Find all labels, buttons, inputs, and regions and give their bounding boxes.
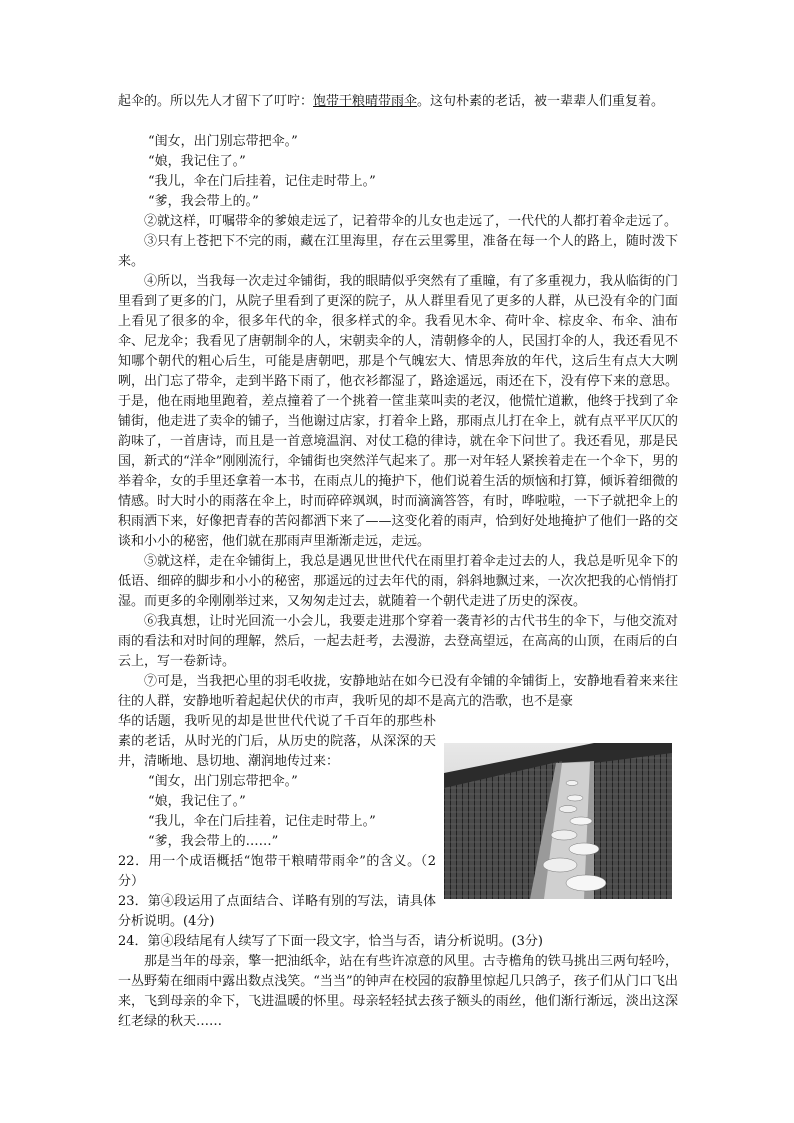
wrapped-column [118, 712, 436, 932]
dialog-line: “我儿，伞在门后挂着，记住走时带上。” [148, 814, 376, 829]
paragraph-2: ②就这样，叮嘱带伞的爹娘走远了，记着带伞的儿女也走远了，一代代的人都打着伞走远了。 [144, 214, 678, 229]
question-22: 22．用一个成语概括“饱带干粮晴带雨伞”的含义。（2分） [118, 854, 436, 889]
article-page [118, 92, 678, 1032]
intro-text: 起伞的。所以先人才留下了叮咛： [118, 94, 314, 109]
intro-text-end: 。这句朴素的老话，被一辈辈人们重复着。 [417, 94, 665, 109]
paragraph-3: ③只有上苍把下不完的雨，藏在江里海里，存在云里雾里，准备在每一个人的路上，随时泼下来。 [118, 234, 678, 269]
dialog-line: “爹，我会带上的……” [148, 834, 279, 849]
dialog-line: “娘，我记住了。” [148, 154, 246, 169]
question-24: 24．第④段结尾有人续写了下面一段文字，恰当与否，请分析说明。(3分) [118, 934, 543, 949]
paragraph-7-continued: 华的话题，我听见的却是世世代代说了千百年的那些朴素的老话，从时光的门后，从历史的院落，从深深的天井，清晰地、恳切地、潮润地传过来： [118, 714, 436, 769]
question-23: 23．第④段运用了点面结合、详略有别的写法，请具体分析说明。(4分) [118, 894, 436, 929]
umbrella-street-photo [444, 743, 672, 899]
dialog-line: “我儿，伞在门后挂着，记住走时带上。” [148, 174, 376, 189]
paragraph-6: ⑥我真想，让时光回流一小会儿，我要走进那个穿着一袭青衫的古代书生的伞下，与他交流对雨的看法和对时间的理解，然后，一起去赶考，去漫游，去登高望远，在高高的山顶，在雨后的白云上，写一卷新诗。 [118, 614, 678, 669]
paragraph-5: ⑤就这样，走在伞铺街上，我总是遇见世世代代在雨里打着伞走过去的人，我总是听见伞下的低语、细碎的脚步和小小的秘密，那遥远的过去年代的雨，斜斜地飘过来，一次次把我的心悄悄打湿。而更多的伞刚刚举过来，又匆匆走过去，就随着一个朝代走进了历史的深夜。 [118, 554, 678, 609]
continuation-text: 那是当年的母亲，擎一把油纸伞，站在有些许凉意的风里。古寺檐角的铁马挑出三两句轻吟，一丛野菊在细雨中露出数点浅笑。“当当”的钟声在校园的寂静里惊起几只鸽子，孩子们从门口飞出来，飞到母亲的伞下，飞进温暖的怀里。母亲轻轻拭去孩子额头的雨丝，他们渐行渐远，淡出这深红老绿的秋天…… [118, 954, 678, 1029]
paragraph-7: ⑦可是，当我把心里的羽毛收拢，安静地站在如今已没有伞铺的伞铺街上，安静地看着来来往往的人群，安静地听着起起伏伏的市声，我听见的却不是高亢的浩歌，也不是豪 [118, 674, 678, 709]
underlined-saying: 饱带干粮晴带雨伞 [313, 94, 418, 109]
dialog-line: “闺女，出门别忘带把伞。” [148, 774, 298, 789]
dialog-line: “娘，我记住了。” [148, 794, 246, 809]
umbrella-rooftops-image [444, 743, 672, 899]
paragraph-4: ④所以，当我每一次走过伞铺街，我的眼睛似乎突然有了重瞳，有了多重视力，我从临街的门里看到了更多的门，从院子里看到了更深的院子，从人群里看见了更多的人群，从已没有伞的门面上看见了很多的伞，很多年代的伞，很多样式的伞。我看见木伞、荷叶伞、棕皮伞、布伞、油布伞、尼龙伞；我看见了唐朝制伞的人，宋朝卖伞的人，清朝修伞的人，民国打伞的人，我还看见不知哪个朝代的粗心后生，可能是唐朝吧，那是个气魄宏大、情思奔放的年代，这后生有点大大咧咧，出门忘了带伞，走到半路下雨了，他衣衫都湿了，路途遥远，雨还在下，没有停下来的意思。于是，他在雨地里跑着，差点撞着了一个挑着一筐韭菜叫卖的老汉，他慌忙道歉，他终于找到了伞铺街，他走进了卖伞的铺子，当他谢过店家，打着伞上路，那雨点儿打在伞上，就有点平平仄仄的韵味了，一首唐诗，而且是一首意境温润、对仗工稳的律诗，就在伞下问世了。我还看见，那是民国，新式的“洋伞”刚刚流行，伞铺街也突然洋气起来了。那一对年轻人紧挨着走在一个伞下，男的举着伞，女的手里还拿着一本书，在雨点儿的掩护下，他们说着生活的烦恼和打算，倾诉着细微的情感。时大时小的雨落在伞上，时而碎碎飒飒，时而滴滴答答，有时，哗啦啦，一下子就把伞上的积雨洒下来，好像把青春的苦闷都洒下来了——这变化着的雨声，恰到好处地掩护了他们一路的交谈和小小的秘密，他们就在那雨声里渐渐走远，走远。 [118, 274, 678, 549]
dialog-line: “爹，我会带上的。” [148, 194, 259, 209]
paragraph-intro [118, 92, 678, 112]
spacer [118, 112, 678, 132]
dialog-line: “闺女，出门别忘带把伞。” [148, 134, 298, 149]
